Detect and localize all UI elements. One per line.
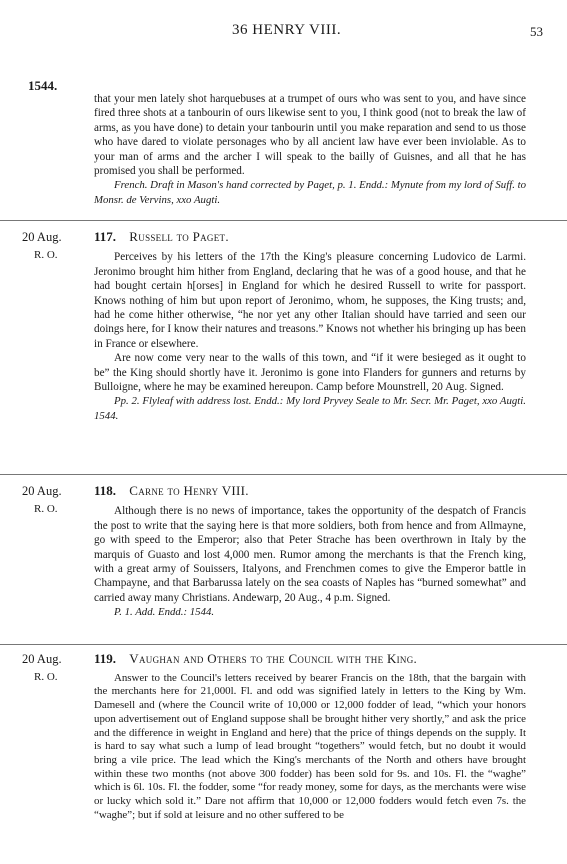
entry-ref: R. O.: [34, 671, 58, 683]
entry-ref: R. O.: [34, 249, 58, 261]
entry-heading: [94, 230, 526, 244]
entry-note: P. 1. Add. Endd.: 1544.: [114, 606, 215, 619]
entry-heading: [94, 484, 526, 498]
entry-paragraph: Perceives by his letters of the 17th the King's pleasure concerning Ludovico de Larmi. Jeronimo brought him hither from England, declaring that he was of a good house, and that he had bought certain h[orses] in England for which he desired Russell to write for passport. Knows nothing of him but upon report of Jeronimo, whom, he supposes, the King trusts; and, had he come hither otherwise, “he nor yet any other Italian should have tarried and seen our doings here, for I know their natures and treasons.” Knows not whether his bringing up has been in France or elsewhere.: [94, 251, 526, 350]
entry-date: 20 Aug.: [22, 484, 62, 498]
entry-note: Pp. 2. Flyleaf with address lost. Endd.: My lord Pryvey Seale to Mr. Secr. Mr. Paget, xxo Augti. 1544.: [94, 395, 526, 422]
entry-paragraph: Answer to the Council's letters received by bearer Francis on the 18th, that the bargain with the merchants here for 21,000l. Fl. and odd was signified lately in letters to the King by Wm. Damesell and (where the Council write of 10,000 or 12,000 fodder of lead, “which your honors upon advertisement out of England suppose shall be brought hither very shortly,” and ask the price and the difference in weight in England and here) that the price of things depends on the supply. It is hard to say what such a lump of lead brought “togethers” would fetch, but no doubt it would bring a vile price. The lead which the King's merchants of the North and others have brought within these two months (not above 300 fodder) has been sold for 9s. and 10s. Fl. the “waghe” which is 6l. 10s. Fl. the fodder, some “for ready money, some for days, as the merchants were wise or lucky which sold it.” Dare not affirm that 10,000 or 12,000 fodders would fetch even 7s. the “waghe”; but if sold at leisure and no other suffered to be: [94, 671, 526, 821]
entry-118-margin: [22, 484, 82, 515]
entry-118: [94, 484, 526, 620]
entry-title: Carne to Henry VIII.: [129, 483, 249, 498]
page-number: 53: [530, 24, 543, 39]
entry-number: 117.: [94, 229, 117, 244]
running-head-title: 36 HENRY VIII.: [232, 22, 342, 38]
entry-119: [94, 652, 526, 822]
entry-119-margin: [22, 652, 82, 683]
entry-number: 119.: [94, 651, 117, 666]
entry-date: 20 Aug.: [22, 652, 62, 666]
entry-number: 118.: [94, 483, 117, 498]
entry-ref: R. O.: [34, 503, 58, 515]
margin-year: 1544.: [28, 78, 58, 93]
entry-date: 20 Aug.: [22, 230, 62, 244]
entry-title: Vaughan and Others to the Council with the King.: [129, 651, 418, 666]
entry-title: Russell to Paget.: [129, 229, 229, 244]
preceding-letter: [94, 92, 526, 207]
separator-rule: [0, 644, 567, 645]
preceding-note: French. Draft in Mason's hand corrected by Paget, p. 1. Endd.: Mynute from my lord of Suff. to Monsr. de Vervins, xxo Augti.: [94, 179, 526, 206]
separator-rule: [0, 220, 567, 221]
entry-paragraph: Are now come very near to the walls of this town, and “if it were besieged as it ought to be” the King should shortly have it. Jeronimo is gone into Flanders for gunners and returns by Bulloigne, where he may be examined hereupon. Camp before Mounstrell, 20 Aug. Signed.: [94, 352, 526, 394]
separator-rule: [0, 474, 567, 475]
entry-paragraph: Although there is no news of importance, takes the opportunity of the despatch of Francis the post to write that the saying here is that more soldiers, both from hence and from Allmayne, go with speed to the Emperor; also that Peter Strache has been overthrown in Italy by the marquis of Guasto and lost 4,000 men. Rumor among the merchants is that the French king, with a great army of Souissers, Italyons, and Frenchmen comes to give the Emperor battle in Champayne, and that Barbarussa lately on the sea coasts of Naples has “burned somewhat” and carried away many Christians. Andewarp, 20 Aug., 4 p.m. Signed.: [94, 505, 526, 604]
entry-heading: [94, 652, 526, 666]
preceding-paragraph: that your men lately shot harquebuses at a trumpet of ours who was sent to you, and have since fired three shots at a tanbourin of ours likewise sent to you, I think good (not to break the law of arms, as you have done) to detain your tanbourin until you make reparation and send to us those who have dared to violate personages who by all ancient law have ever been inviolable. As to your man of arms and the archer I will speak to the bailly of Guisnes, and all that he has promised you shall be performed.: [94, 93, 526, 178]
entry-117-margin: [22, 230, 82, 261]
entry-117: [94, 230, 526, 423]
